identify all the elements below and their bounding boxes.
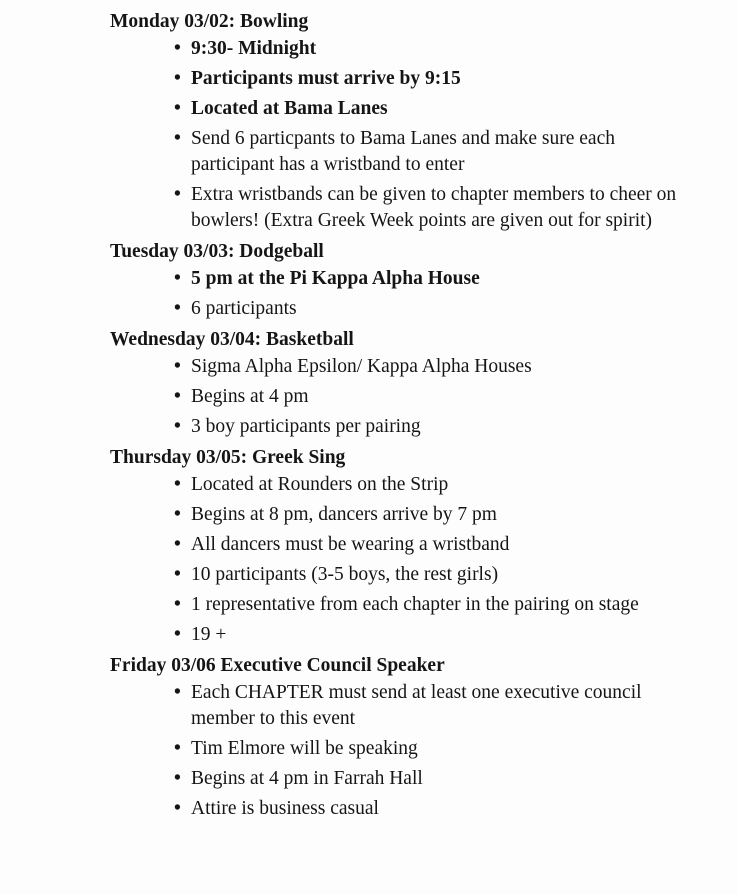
event-detail-text: 10 participants (3-5 boys, the rest girls) <box>191 564 499 585</box>
day-heading: Monday 03/02: Bowling <box>110 11 309 32</box>
event-detail-item <box>174 384 694 410</box>
event-detail-item <box>174 680 694 732</box>
event-detail-text: Located at Bama Lanes <box>191 98 388 119</box>
event-detail-text: 1 representative from each chapter in the pairing on stage <box>191 594 639 615</box>
bullet-icon: • <box>174 474 181 495</box>
event-detail-list <box>174 354 694 440</box>
event-detail-text: 9:30- Midnight <box>191 38 317 59</box>
event-detail-list <box>174 680 694 822</box>
event-detail-item <box>174 766 694 792</box>
event-detail-item <box>174 126 694 178</box>
bullet-icon: • <box>174 564 181 585</box>
event-detail-item <box>174 532 694 558</box>
event-detail-item <box>174 736 694 762</box>
bullet-icon: • <box>174 738 181 759</box>
bullet-icon: • <box>174 416 181 437</box>
event-detail-item <box>174 562 694 588</box>
event-detail-list <box>174 472 694 648</box>
day-section <box>110 326 738 440</box>
event-detail-text: Begins at 4 pm <box>191 386 309 407</box>
bullet-icon: • <box>174 594 181 615</box>
day-section <box>110 444 738 648</box>
event-detail-text: 5 pm at the Pi Kappa Alpha House <box>191 268 480 289</box>
event-detail-text: Sigma Alpha Epsilon/ Kappa Alpha Houses <box>191 356 532 377</box>
event-detail-list <box>174 266 694 322</box>
day-heading: Friday 03/06 Executive Council Speaker <box>110 655 445 676</box>
bullet-icon: • <box>174 768 181 789</box>
event-detail-item <box>174 36 694 62</box>
event-detail-text: Begins at 4 pm in Farrah Hall <box>191 768 423 789</box>
event-detail-item <box>174 502 694 528</box>
event-detail-item <box>174 66 694 92</box>
day-heading: Wednesday 03/04: Basketball <box>110 329 354 350</box>
event-detail-item <box>174 96 694 122</box>
day-heading: Tuesday 03/03: Dodgeball <box>110 241 324 262</box>
event-detail-item <box>174 592 694 618</box>
event-detail-text: Tim Elmore will be speaking <box>191 738 418 759</box>
event-detail-text: Participants must arrive by 9:15 <box>191 68 461 89</box>
bullet-icon: • <box>174 534 181 555</box>
bullet-icon: • <box>174 682 181 703</box>
bullet-icon: • <box>174 128 181 149</box>
event-detail-text: 19 + <box>191 624 227 645</box>
bullet-icon: • <box>174 268 181 289</box>
day-section <box>110 8 738 234</box>
bullet-icon: • <box>174 386 181 407</box>
bullet-icon: • <box>174 38 181 59</box>
event-detail-item <box>174 796 694 822</box>
bullet-icon: • <box>174 68 181 89</box>
event-detail-text: Located at Rounders on the Strip <box>191 474 449 495</box>
bullet-icon: • <box>174 98 181 119</box>
event-detail-item <box>174 354 694 380</box>
event-detail-list <box>174 36 694 234</box>
bullet-icon: • <box>174 356 181 377</box>
bullet-icon: • <box>174 624 181 645</box>
event-detail-item <box>174 266 694 292</box>
event-detail-text: Extra wristbands can be given to chapter members to cheer on bowlers! (Extra Greek Week points are given out for spirit) <box>191 184 677 231</box>
event-detail-text: Each CHAPTER must send at least one executive council member to this event <box>191 682 642 729</box>
event-detail-item <box>174 296 694 322</box>
event-detail-item <box>174 182 694 234</box>
event-detail-text: Begins at 8 pm, dancers arrive by 7 pm <box>191 504 497 525</box>
event-detail-text: All dancers must be wearing a wristband <box>191 534 510 555</box>
bullet-icon: • <box>174 798 181 819</box>
event-detail-text: Send 6 particpants to Bama Lanes and make sure each participant has a wristband to enter <box>191 128 615 175</box>
bullet-icon: • <box>174 184 181 205</box>
event-detail-item <box>174 472 694 498</box>
event-detail-item <box>174 414 694 440</box>
event-detail-item <box>174 622 694 648</box>
event-detail-text: 3 boy participants per pairing <box>191 416 421 437</box>
day-heading: Thursday 03/05: Greek Sing <box>110 447 346 468</box>
event-detail-text: 6 participants <box>191 298 297 319</box>
event-detail-text: Attire is business casual <box>191 798 379 819</box>
day-section <box>110 238 738 322</box>
bullet-icon: • <box>174 298 181 319</box>
day-section <box>110 652 738 822</box>
bullet-icon: • <box>174 504 181 525</box>
